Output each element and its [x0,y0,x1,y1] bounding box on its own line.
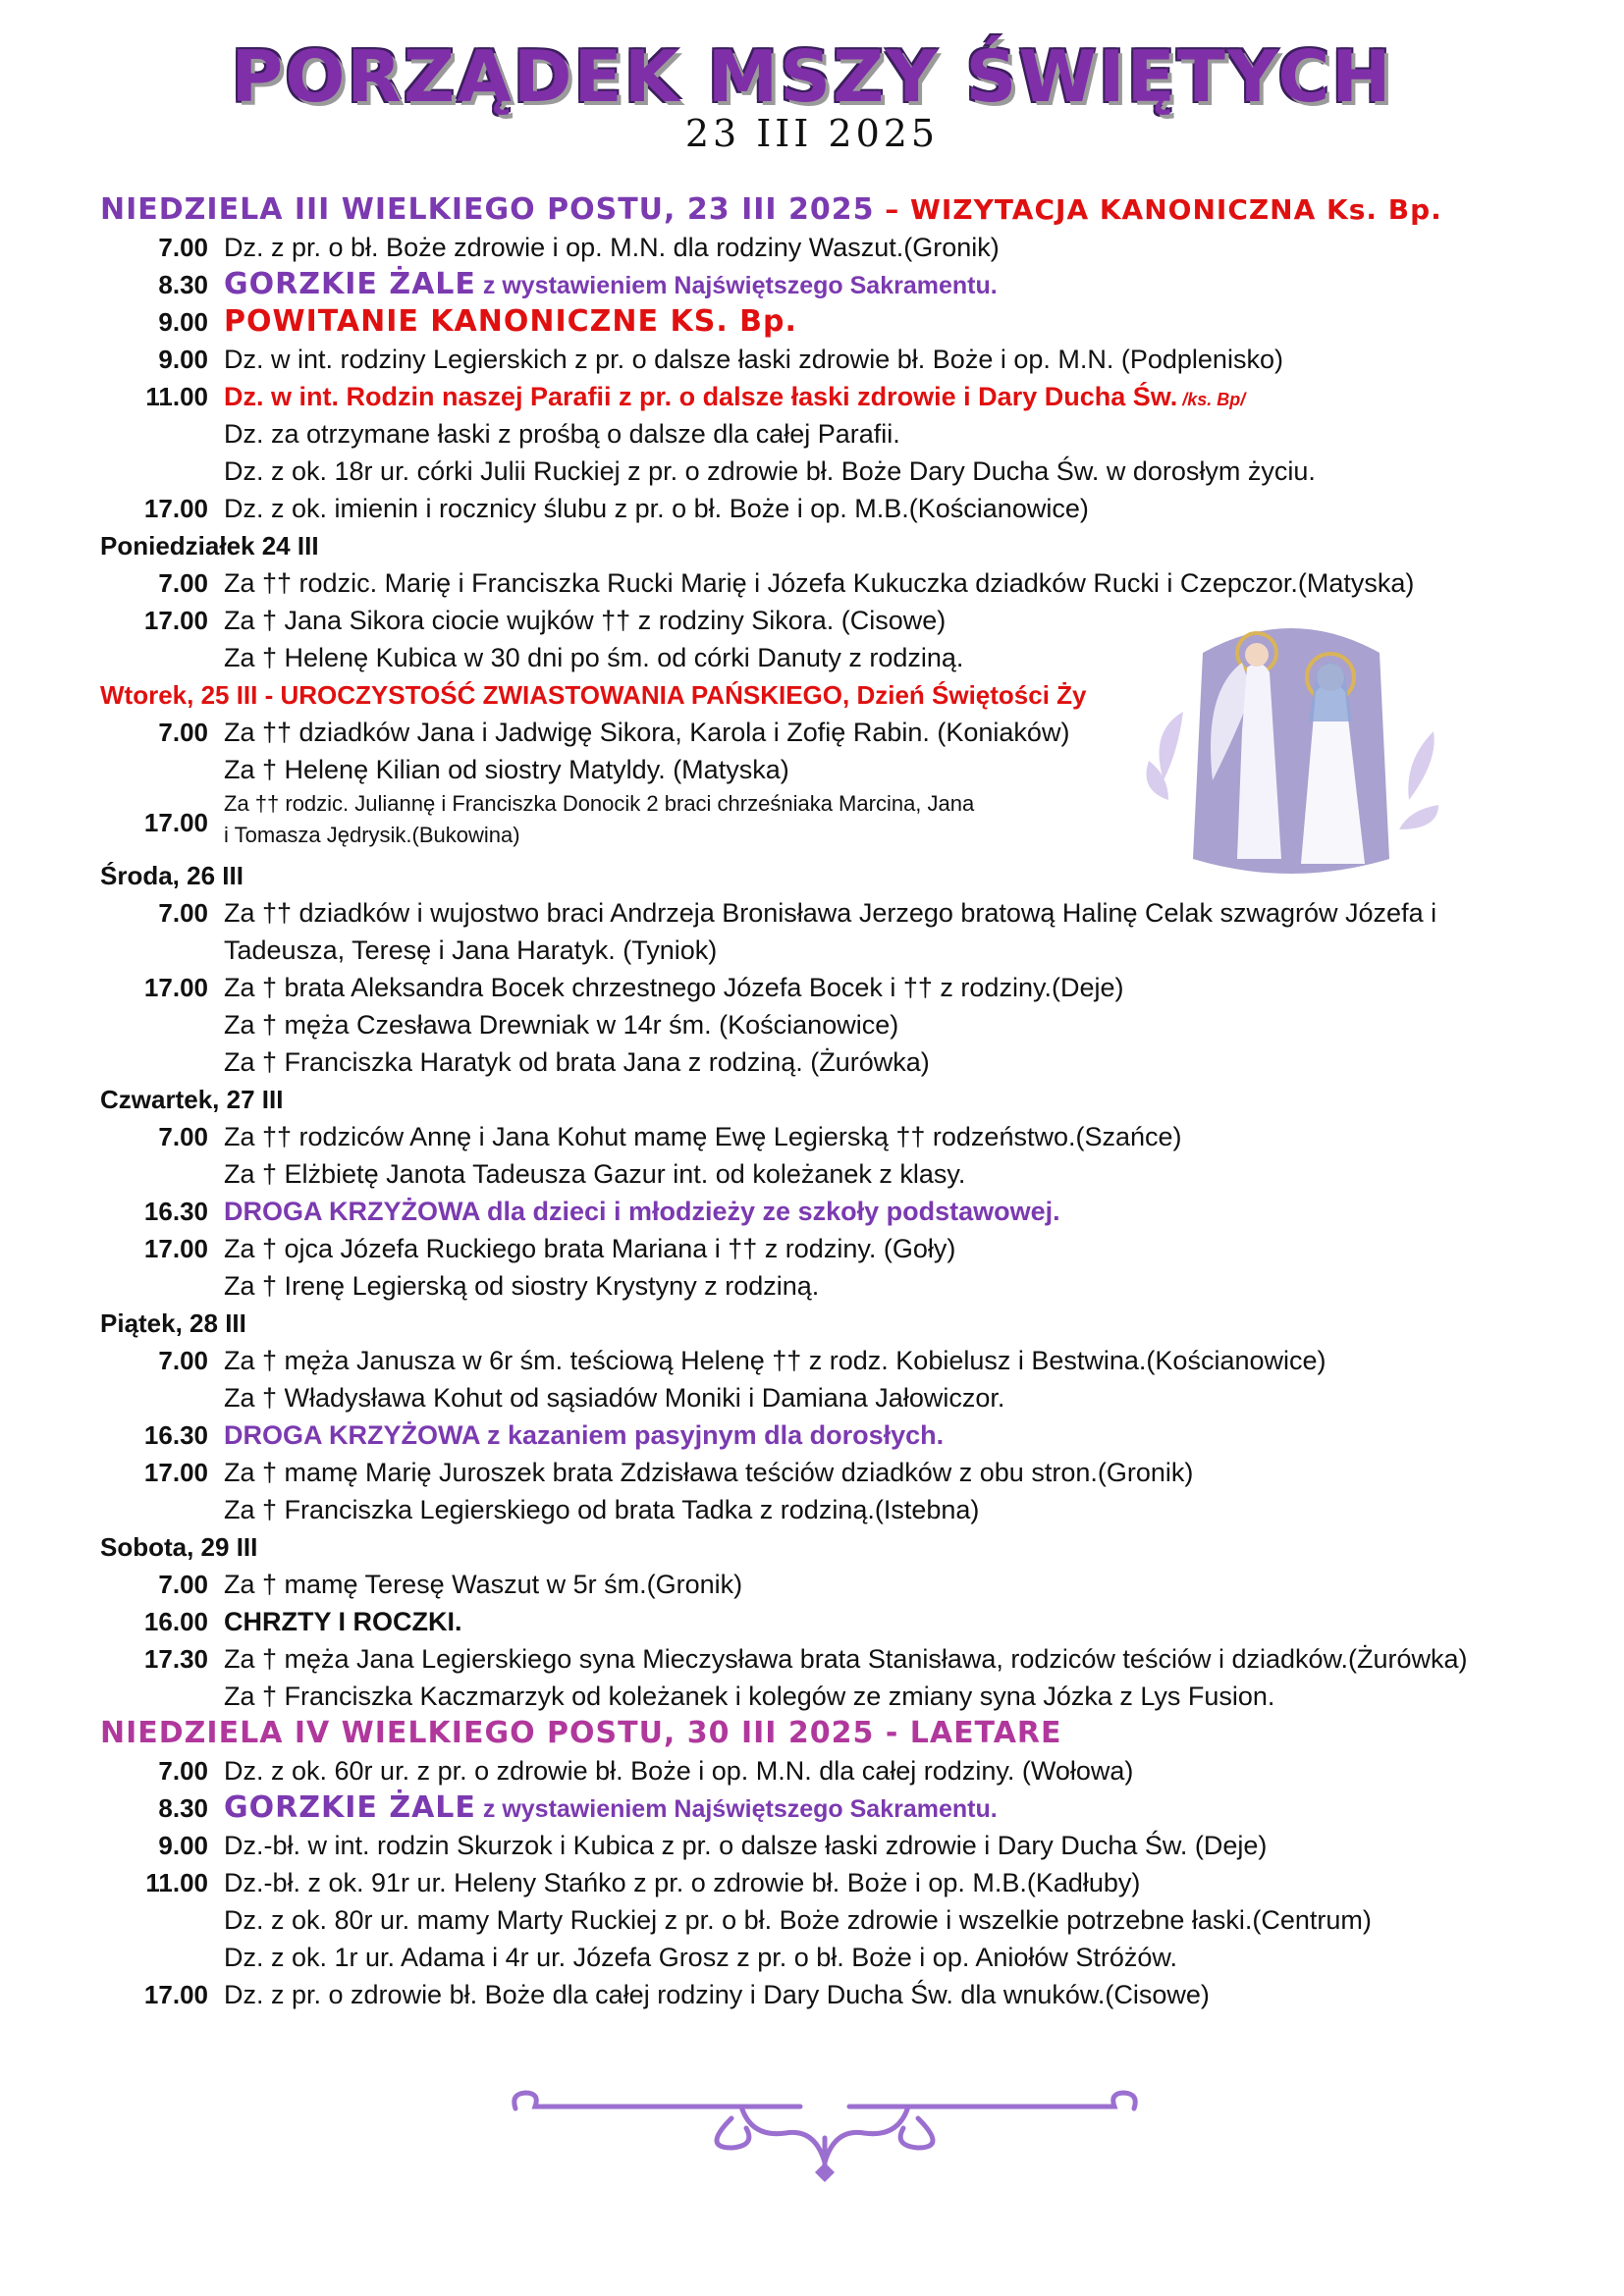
mass-row [100,1827,1573,1864]
mass-time: 17.30 [143,1644,208,1674]
event-title: GORZKIE ŻALE [224,267,476,301]
angel-head [1245,643,1269,667]
mass-intention: Za †† dziadków Jana i Jadwigę Sikora, Karola i Zofię Rabin. (Koniaków) [224,718,1070,747]
mass-intention: Za † Franciszka Legierskiego od brata Tadka z rodziną.(Istebna) [224,1495,980,1524]
mass-row [100,1118,1573,1155]
mass-row [100,1566,1573,1603]
event-title: DROGA KRZYŻOWA z kazaniem pasyjnym dla dorosłych. [224,1420,945,1450]
sunday-heading [100,191,1573,229]
mass-intention: Za † Irenę Legierską od siostry Krystyny z rodziną. [224,1271,820,1301]
mass-intention: Dz.-bł. w int. rodzin Skurzok i Kubica z pr. o dalsze łaski zdrowie i Dary Ducha Św. (Deje) [224,1831,1268,1860]
mass-time: 17.00 [143,494,208,523]
mass-row [100,564,1573,602]
mass-row [100,378,1573,415]
mass-intention: Za †† rodzic. Marię i Franciszka Rucki Marię i Józefa Kukuczka dziadków Rucki i Czepczor.(Matyska) [224,568,1415,598]
mass-intention: Dz. z ok. 60r ur. z pr. o zdrowie bł. Boże i op. M.N. dla całej rodziny. (Wołowa) [224,1756,1134,1786]
day-heading: Piątek, 28 III [100,1308,246,1338]
mass-time: 17.00 [143,973,208,1002]
mass-time: 9.00 [158,345,208,374]
mass-intention: Za † Elżbietę Janota Tadeusza Gazur int. od koleżanek z klasy. [224,1159,966,1189]
mass-intention: Za † brata Aleksandra Bocek chrzestnego Józefa Bocek i †† z rodziny.(Deje) [224,973,1124,1002]
day-heading: Poniedziałek 24 III [100,531,319,561]
mass-row [100,1267,1573,1305]
page-title: PORZĄDEK MSZY ŚWIĘTYCH [231,35,1393,118]
mass-time: 17.00 [143,1980,208,2009]
mass-row [100,453,1573,490]
mass-row [100,1939,1573,1976]
mass-time: 9.00 [158,307,208,337]
mass-row [100,1379,1573,1416]
mass-time: 7.00 [158,1122,208,1151]
mass-row [100,341,1573,378]
mass-intention: Za † męża Jana Legierskiego syna Mieczysława brata Stanisława, rodziców teściów i dziadków.(Żurówka) [224,1644,1468,1674]
mass-intention: Dz. z pr. o bł. Boże zdrowie i op. M.N. dla rodziny Waszut.(Gronik) [224,233,1000,262]
mass-intention: Za † męża Czesława Drewniak w 14r śm. (Kościanowice) [224,1010,899,1040]
mass-row [100,1678,1573,1715]
mass-intention-cont: i Tomasza Jędrysik.(Bukowina) [224,823,520,847]
mass-intention: Za †† rodziców Annę i Jana Kohut mamę Ewę Legierską †† rodzeństwo.(Szańce) [224,1122,1182,1151]
mass-time: 17.00 [143,808,208,837]
mass-row [100,415,1573,453]
mass-row [100,1901,1573,1939]
mass-row [100,266,1573,303]
mass-row [100,1155,1573,1193]
mass-row [100,1491,1573,1528]
day-heading: Sobota, 29 III [100,1532,258,1562]
mass-intention: Dz. w int. rodziny Legierskich z pr. o dalsze łaski zdrowie bł. Boże i op. M.N. (Podplenisko) [224,345,1283,374]
mass-intention: Za † Franciszka Kaczmarzyk od koleżanek i kolegów ze zmiany syna Józka z Lys Fusion. [224,1682,1275,1711]
mass-row [100,1789,1573,1827]
mass-time: 7.00 [158,568,208,598]
ornament-center-drop [815,2163,835,2182]
mass-row [100,1864,1573,1901]
event-note: z wystawieniem Najświętszego Sakramentu. [475,272,998,299]
mass-intention: Za † Władysława Kohut od sąsiadów Moniki i Damiana Jałowiczor. [224,1383,1005,1413]
mass-time: 7.00 [158,1346,208,1375]
mass-row [100,490,1573,527]
event-title: CHRZTY I ROCZKI. [224,1607,462,1636]
mass-time: 17.00 [143,606,208,635]
mass-time: 11.00 [145,382,208,411]
mass-row [100,1193,1573,1230]
celebrant-note: /ks. Bp/ [1177,390,1246,409]
mass-intention: Dz. za otrzymane łaski z prośbą o dalsze dla całej Parafii. [224,419,900,449]
mass-row [100,969,1573,1006]
sunday-title: NIEDZIELA IV WIELKIEGO POSTU, 30 III 2025 - LAETARE [100,1716,1062,1750]
day-heading: Czwartek, 27 III [100,1085,284,1114]
mass-time: 7.00 [158,233,208,262]
mass-row [100,1416,1573,1454]
mass-time: 8.30 [158,270,208,299]
event-title: POWITANIE KANONICZNE KS. Bp. [224,304,797,339]
mass-time: 8.30 [158,1793,208,1823]
mass-intention: Za †† dziadków i wujostwo braci Andrzeja Bronisława Jerzego bratową Halinę Celak szwagrów Józefa i [224,898,1437,928]
sunday-heading [100,1715,1573,1752]
mass-row [100,1230,1573,1267]
mass-intention: Dz. z ok. 80r ur. mamy Marty Ruckiej z pr. o bł. Boże zdrowie i wszelkie potrzebne łaski.(Centrum) [224,1905,1372,1935]
annunciation-illustration [1144,614,1438,879]
visitation-note: – WIZYTACJA KANONICZNA Ks. Bp. [874,193,1442,226]
mass-row [100,229,1573,266]
day-heading: Środa, 26 III [100,861,244,890]
mass-row [100,1752,1573,1789]
ornament-divider [506,2079,1144,2187]
sunday-title: NIEDZIELA III WIELKIEGO POSTU, 23 III 2025 [100,192,875,227]
mass-row [100,1342,1573,1379]
mass-row [100,1454,1573,1491]
mass-intention: Za † męża Janusza w 6r śm. teściową Helenę †† z rodz. Kobielusz i Bestwina.(Kościanowice) [224,1346,1326,1375]
mass-row [100,1006,1573,1043]
mass-intention: Za † mamę Marię Juroszek brata Zdzisława teściów dziadków z obu stron.(Gronik) [224,1458,1194,1487]
mass-intention: Za †† rodzic. Juliannę i Franciszka Donocik 2 braci chrześniaka Marcina, Jana [224,791,975,816]
mass-intention: Dz. w int. Rodzin naszej Parafii z pr. o dalsze łaski zdrowie i Dary Ducha Św. [224,382,1178,411]
mass-intention: Dz. z ok. 18r ur. córki Julii Ruckiej z pr. o zdrowie bł. Boże Dary Ducha Św. w dorosłym życiu. [224,456,1316,486]
mass-intention: Za † Franciszka Haratyk od brata Jana z rodziną. (Żurówka) [224,1047,930,1077]
mass-intention: Za † Helenę Kubica w 30 dni po śm. od córki Danuty z rodziną. [224,643,964,672]
mass-time: 16.30 [143,1197,208,1226]
page-date: 23 III 2025 [684,112,940,155]
mass-intention: Dz. z pr. o zdrowie bł. Boże dla całej rodziny i Dary Ducha Św. dla wnuków.(Cisowe) [224,1980,1210,2009]
mass-intention: Za † mamę Teresę Waszut w 5r śm.(Gronik) [224,1570,743,1599]
mass-intention: Dz. z ok. imienin i rocznicy ślubu z pr. o bł. Boże i op. M.B.(Kościanowice) [224,494,1089,523]
mass-time: 16.30 [143,1420,208,1450]
mass-row [100,1976,1573,2013]
mass-time: 17.00 [143,1458,208,1487]
mass-time: 7.00 [158,718,208,747]
event-note: z wystawieniem Najświętszego Sakramentu. [475,1795,998,1823]
mass-time: 7.00 [158,1570,208,1599]
day-heading: Wtorek, 25 III - UROCZYSTOŚĆ ZWIASTOWANIA PAŃSKIEGO, Dzień Świętości Ży [100,680,1087,710]
mass-row [100,1043,1573,1081]
mass-intention: Dz. z ok. 1r ur. Adama i 4r ur. Józefa Grosz z pr. o bł. Boże i op. Aniołów Stróżów. [224,1943,1177,1972]
mass-intention: Za † ojca Józefa Ruckiego brata Mariana i †† z rodziny. (Goły) [224,1234,956,1263]
mass-row [100,1640,1573,1678]
mass-intention: Za † Helenę Kilian od siostry Matyldy. (Matyska) [224,755,789,784]
mass-time: 11.00 [145,1868,208,1897]
mass-time: 17.00 [143,1234,208,1263]
mass-row [100,894,1573,932]
mass-row [100,1603,1573,1640]
mass-time: 7.00 [158,1756,208,1786]
mass-row [100,303,1573,341]
mass-row [100,932,1573,969]
mass-time: 7.00 [158,898,208,928]
event-title: DROGA KRZYŻOWA dla dzieci i młodzieży ze szkoły podstawowej. [224,1197,1060,1226]
event-title: GORZKIE ŻALE [224,1790,476,1825]
mass-intention: Tadeusza, Teresę i Jana Haratyk. (Tyniok) [224,935,718,965]
mass-time: 9.00 [158,1831,208,1860]
mass-intention: Dz.-bł. z ok. 91r ur. Heleny Stańko z pr. o zdrowie bł. Boże i op. M.B.(Kadłuby) [224,1868,1141,1897]
mass-intention: Za † Jana Sikora ciocie wujków †† z rodziny Sikora. (Cisowe) [224,606,947,635]
schedule [100,191,1573,2013]
mass-time: 16.00 [143,1607,208,1636]
